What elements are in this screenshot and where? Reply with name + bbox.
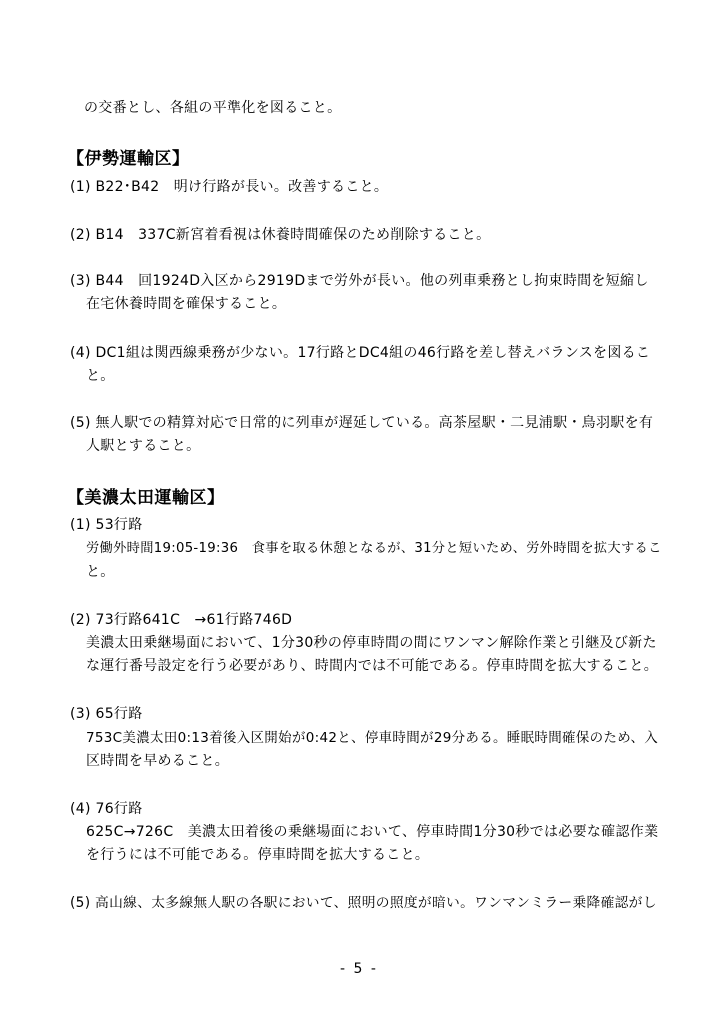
continuation-text: の交番とし、各組の平準化を図ること。 <box>84 100 342 116</box>
ise-item-5-line-2: 人駅とすること。 <box>86 438 201 454</box>
minoota-item-4-line-2: 625C→726C 美濃太田着後の乗継場面において、停車時間1分30秒では必要な確認作業 <box>86 824 659 840</box>
minoota-item-1-line-1: (1) 53行路 <box>70 517 143 533</box>
minoota-item-3-line-1: (3) 65行路 <box>70 706 143 722</box>
ise-item-4-line-2: と。 <box>86 368 115 384</box>
page-number: - 5 - <box>340 961 378 977</box>
minoota-item-2-line-2: 美濃太田乗継場面において、1分30秒の停車時間の間にワンマン解除作業と引継及び新た <box>86 635 657 651</box>
minoota-item-3-line-2: 753C美濃太田0:13着後入区開始が0:42と、停車時間が29分ある。睡眠時間確保のため、入 <box>86 730 659 746</box>
ise-item-1-line-1: (1) B22･B42 明け行路が長い。改善すること。 <box>70 179 389 195</box>
minoota-item-1-line-2: 労働外時間19:05-19:36 食事を取る休憩となるが、31分と短いため、労外時間を拡大するこ <box>86 541 662 556</box>
section-heading-minoota: 【美濃太田運輸区】 <box>67 488 225 508</box>
minoota-item-2-line-3: な運行番号設定を行う必要があり、時間内では不可能である。停車時間を拡大すること。 <box>86 658 658 674</box>
minoota-item-4-line-3: を行うには不可能である。停車時間を拡大すること。 <box>86 847 430 863</box>
minoota-item-1-line-3: と。 <box>86 564 115 580</box>
minoota-item-2-line-1: (2) 73行路641C →61行路746D <box>70 612 293 628</box>
minoota-item-4-line-1: (4) 76行路 <box>70 801 143 817</box>
ise-item-5-line-1: (5) 無人駅での精算対応で日常的に列車が遅延している。高茶屋駅・二見浦駅・鳥羽駅を有 <box>70 415 654 431</box>
minoota-item-3-line-3: 区時間を早めること。 <box>86 753 229 769</box>
section-heading-ise: 【伊勢運輸区】 <box>67 149 190 169</box>
ise-item-2-line-1: (2) B14 337C新宮着看視は休養時間確保のため削除すること。 <box>70 227 491 243</box>
minoota-item-5-line-1: (5) 高山線、太多線無人駅の各駅において、照明の照度が暗い。ワンマンミラー乗降確認がし <box>70 895 657 911</box>
ise-item-4-line-1: (4) DC1組は関西線乗務が少ない。17行路とDC4組の46行路を差し替えバランスを図るこ <box>70 345 651 361</box>
ise-item-3-line-1: (3) B44 回1924D入区から2919Dまで労外が長い。他の列車乗務とし拘束時間を短縮し <box>70 273 649 289</box>
ise-item-3-line-2: 在宅休養時間を確保すること。 <box>86 296 287 312</box>
